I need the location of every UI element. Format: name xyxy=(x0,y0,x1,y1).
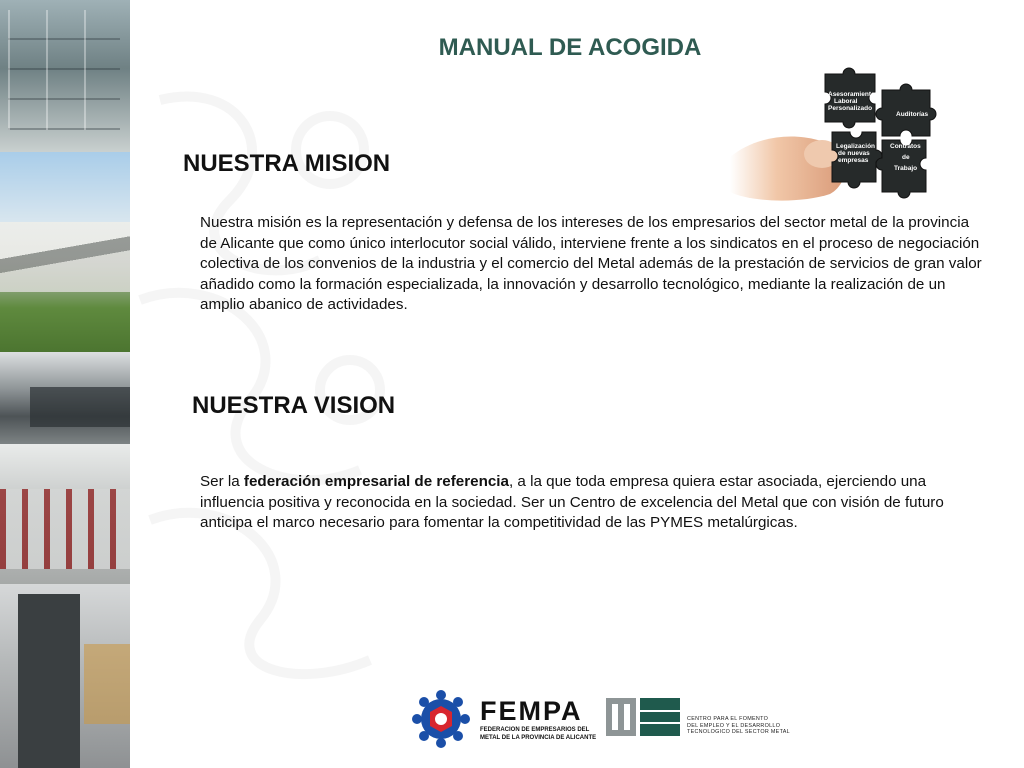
puzzle-label-legalizacion-1: Legalización xyxy=(836,143,876,150)
puzzle-label-legalizacion-3: empresas xyxy=(838,157,869,164)
mision-heading: NUESTRA MISION xyxy=(183,150,391,177)
fempa-gear-icon xyxy=(412,690,470,748)
fempa-subtitle xyxy=(480,726,610,742)
puzzle-label-asesoramiento-3: Personalizado xyxy=(828,105,873,112)
puzzle-label-asesoramiento-2: Laboral xyxy=(834,98,858,105)
mision-text: Nuestra misión es la representación y defensa de los intereses de los empresarios del sector metal de la provincia de Alicante que como único interlocutor social válido, interviene frente a los sindicatos en el proceso de negociación colectiva de los convenios de la industria y el comercio del Metal además de la prestación de servicios de gran valor añadido como la formación especializada, la innovación y desarrollo tecnológico, mediante la realización de un amplio abanico de actividades. xyxy=(200,214,982,313)
vision-text-highlight: federación empresarial de referencia xyxy=(243,473,509,490)
cetem-text-line-3: TECNOLOGICO DEL SECTOR METAL xyxy=(687,729,790,736)
cetem-text-line-1: CENTRO PARA EL FOMENTO xyxy=(687,716,769,722)
vision-text xyxy=(200,472,990,534)
architecture-photo-strip xyxy=(0,0,130,768)
cetem-text xyxy=(687,716,792,736)
fempa-logo-text: FEMPA xyxy=(480,696,583,726)
building-photo-3 xyxy=(0,352,130,444)
puzzle-image xyxy=(730,62,970,204)
vision-text-end: , a la que toda empresa quiera estar asociada, ejerciendo una influencia positiva y reconocida en la sociedad. Ser un Centro de excelencia del Metal que con visión de futuro anticipa el marco necesario para fomentar la competitividad de las PYMES metalúrgicas. xyxy=(200,473,944,531)
workshop-photo xyxy=(0,444,130,584)
puzzle-label-asesoramiento-1: Asesoramiento xyxy=(828,91,875,98)
vision-text-start: Ser la xyxy=(200,473,244,490)
puzzle-label-legalizacion-2: de nuevas xyxy=(838,150,870,157)
cetem-text-line-2: DEL EMPLEO Y EL DESARROLLO xyxy=(687,722,781,729)
cetem-logo-icon xyxy=(606,698,680,736)
fempa-subtitle-line-2: METAL DE LA PROVINCIA DE ALICANTE xyxy=(480,735,597,741)
building-photo-1 xyxy=(0,0,130,152)
slide-title: MANUAL DE ACOGIDA xyxy=(438,34,702,61)
puzzle-label-contratos-3: Trabajo xyxy=(894,165,918,172)
puzzle-label-auditorias: Auditorías xyxy=(896,111,929,118)
fempa-subtitle-line-1: FEDERACION DE EMPRESARIOS DEL xyxy=(480,727,590,733)
interior-photo xyxy=(0,584,130,768)
vision-heading: NUESTRA VISION xyxy=(192,392,396,419)
puzzle-label-contratos-1: Contratos xyxy=(890,143,921,150)
footer-logos xyxy=(412,686,792,752)
building-photo-2 xyxy=(0,152,130,352)
puzzle-label-contratos-2: de xyxy=(902,154,910,161)
